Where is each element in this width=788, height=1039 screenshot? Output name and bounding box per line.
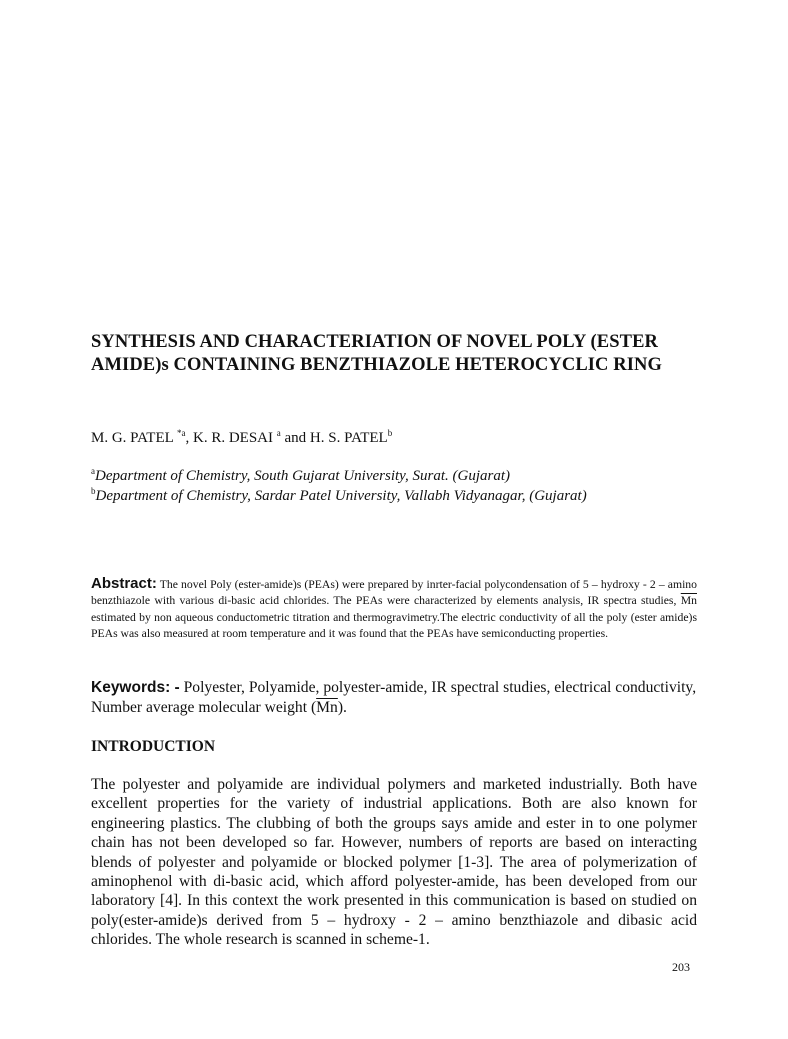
affiliation-b-sup: b xyxy=(91,486,96,496)
author-2-sup: a xyxy=(276,428,281,438)
keywords-mn: $\overline{Mn}$ xyxy=(316,699,338,716)
abstract xyxy=(91,576,697,642)
abstract-text-2: estimated by non aqueous conductometric titration and thermogravimetry.The electric conductivity of all the poly (ester amide)s PEAs was also measured at room temperature and it was found that the PEAs have semiconducting properties. xyxy=(91,610,697,640)
author-1: M. G. PATEL xyxy=(91,430,177,446)
keywords-text-1: Polyester, Polyamide, polyester-amide, IR spectral studies, electrical conductivity, Number average molecular weight ( xyxy=(91,679,697,716)
author-2: , K. R. DESAI xyxy=(185,430,277,446)
abstract-mn: $\overline{Mn}$ xyxy=(680,594,697,608)
keywords xyxy=(91,678,697,718)
paper-title: SYNTHESIS AND CHARACTERIATION OF NOVEL POLY (ESTER AMIDE)s CONTAINING BENZTHIAZOLE HETEROCYCLIC RING xyxy=(91,332,662,375)
author-3-sup: b xyxy=(387,428,393,438)
author-1-sup: *a xyxy=(177,428,186,438)
affiliation-a-text: Department of Chemistry, South Gujarat University, Surat. (Gujarat) xyxy=(95,468,510,484)
section-heading-introduction: INTRODUCTION xyxy=(91,738,216,755)
affiliation-a-sup: a xyxy=(91,466,95,476)
introduction-paragraph: The polyester and polyamide are individual polymers and marketed industrially. Both have excellent properties for the variety of industrial applications. Both are also known for engineering plastics. The clubbing of both the groups says amide and ester in to one polymer chain has not been developed so far. However, numbers of reports are based on interacting blends of polyester and polyamide or blocked polymer [1-3]. The area of polymerization of aminophenol with di-basic acid, which afford polyester-amide, has been developed from our laboratory [4]. In this context the work presented in this communication is based on studied on poly(ester-amide)s derived from 5 – hydroxy - 2 – amino benzthiazole and dibasic acid chlorides. The whole research is scanned in scheme-1. xyxy=(91,776,697,949)
keywords-label: Keywords: - xyxy=(91,679,180,696)
affiliation-b xyxy=(91,486,731,506)
affiliation-b-text: Department of Chemistry, Sardar Patel University, Vallabh Vidyanagar, (Gujarat) xyxy=(95,488,587,504)
page-number: 203 xyxy=(672,960,690,974)
author-3: and H. S. PATEL xyxy=(280,430,388,446)
keywords-text-2: ). xyxy=(337,699,347,716)
author-line xyxy=(91,428,392,448)
abstract-text-1: The novel Poly (ester-amide)s (PEAs) were prepared by inrter-facial polycondensation of 5 – hydroxy - 2 – amino benzthiazole with various di-basic acid chlorides. The PEAs were characterized by elements analysis, IR spectra studies, xyxy=(91,578,697,608)
abstract-label: Abstract: xyxy=(91,575,157,592)
affiliation-a xyxy=(91,466,731,486)
